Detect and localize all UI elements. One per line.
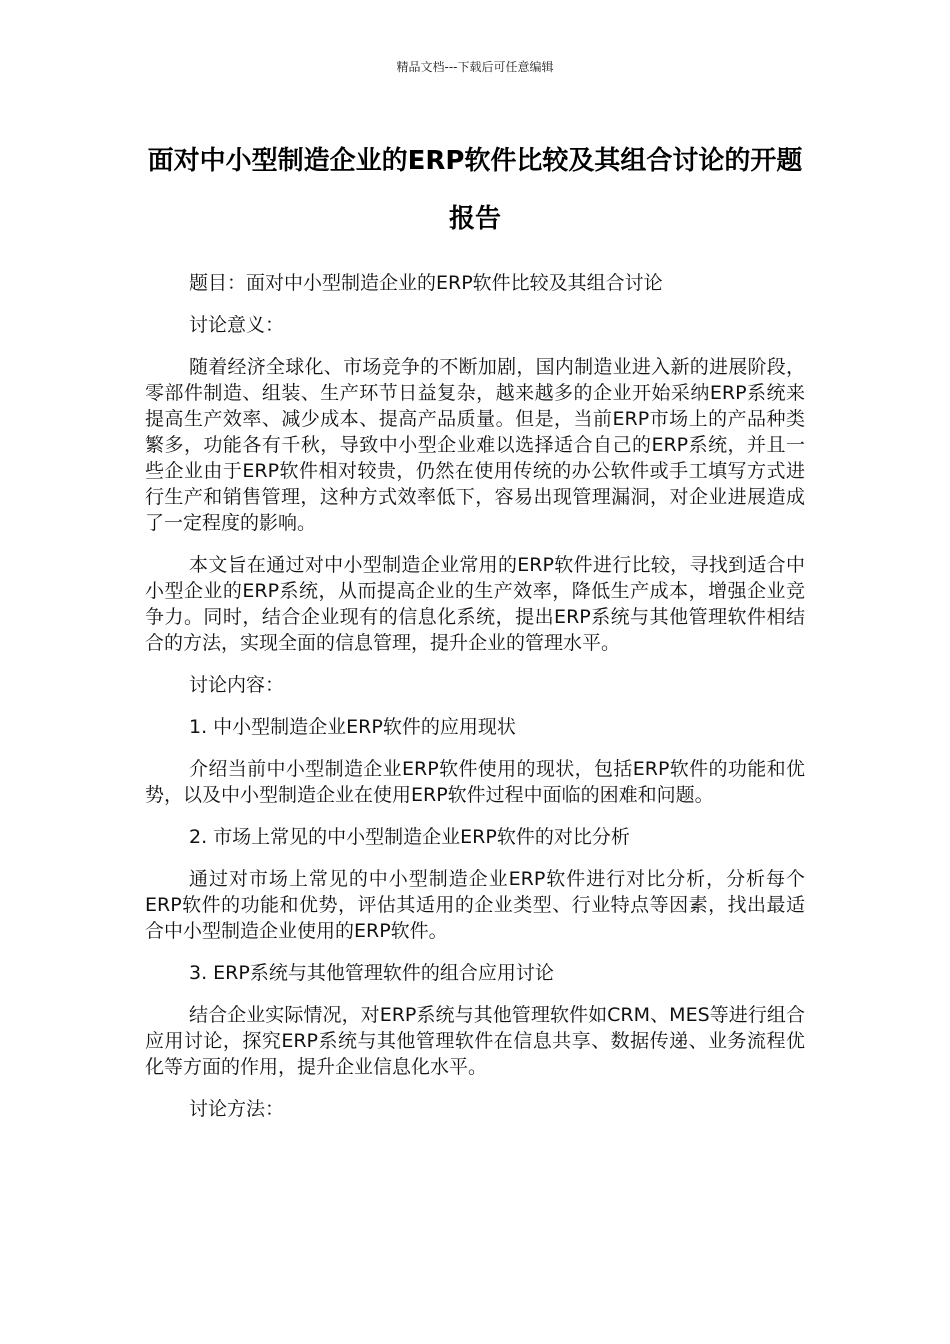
content-item-1-heading: 1. 中小型制造企业ERP软件的应用现状 bbox=[189, 716, 516, 738]
content-item-1-paragraph: 介绍当前中小型制造企业ERP软件使用的现状，包括ERP软件的功能和优势，以及中小型制造企业在使用ERP软件过程中面临的困难和问题。 bbox=[145, 758, 805, 806]
page-header-note: 精品文档---下载后可任意编辑 bbox=[396, 60, 554, 74]
section-heading-method: 讨论方法： bbox=[189, 1098, 285, 1120]
content-item-2-heading: 2. 市场上常见的中小型制造企业ERP软件的对比分析 bbox=[189, 826, 630, 848]
document-body bbox=[145, 270, 805, 1138]
section-heading-significance: 讨论意义： bbox=[189, 314, 285, 336]
significance-paragraph-2: 本文旨在通过对中小型制造企业常用的ERP软件进行比较，寻找到适合中小型企业的ERP系统，从而提高企业的生产效率，降低生产成本，增强企业竞争力。同时，结合企业现有的信息化系统，提出ERP系统与其他管理软件相结合的方法，实现全面的信息管理，提升企业的管理水平。 bbox=[145, 554, 805, 654]
topic-line: 题目：面对中小型制造企业的ERP软件比较及其组合讨论 bbox=[189, 272, 663, 294]
document-title: 面对中小型制造企业的ERP软件比较及其组合讨论的开题报告 bbox=[147, 146, 803, 234]
content-item-3-heading: 3. ERP系统与其他管理软件的组合应用讨论 bbox=[189, 962, 554, 984]
content-item-2-paragraph: 通过对市场上常见的中小型制造企业ERP软件进行对比分析，分析每个ERP软件的功能和优势，评估其适用的企业类型、行业特点等因素，找出最适合中小型制造企业使用的ERP软件。 bbox=[145, 868, 805, 942]
section-heading-content: 讨论内容： bbox=[189, 674, 285, 696]
significance-paragraph-1: 随着经济全球化、市场竞争的不断加剧，国内制造业进入新的进展阶段，零部件制造、组装、生产环节日益复杂，越来越多的企业开始采纳ERP系统来提高生产效率、减少成本、提高产品质量。但是，当前ERP市场上的产品种类繁多，功能各有千秋，导致中小型企业难以选择适合自己的ERP系统，并且一些企业由于ERP软件相对较贵，仍然在使用传统的办公软件或手工填写方式进行生产和销售管理，这种方式效率低下，容易出现管理漏洞，对企业进展造成了一定程度的影响。 bbox=[145, 356, 805, 534]
content-item-3-paragraph: 结合企业实际情况，对ERP系统与其他管理软件如CRM、MES等进行组合应用讨论，探究ERP系统与其他管理软件在信息共享、数据传递、业务流程优化等方面的作用，提升企业信息化水平。 bbox=[145, 1004, 805, 1078]
